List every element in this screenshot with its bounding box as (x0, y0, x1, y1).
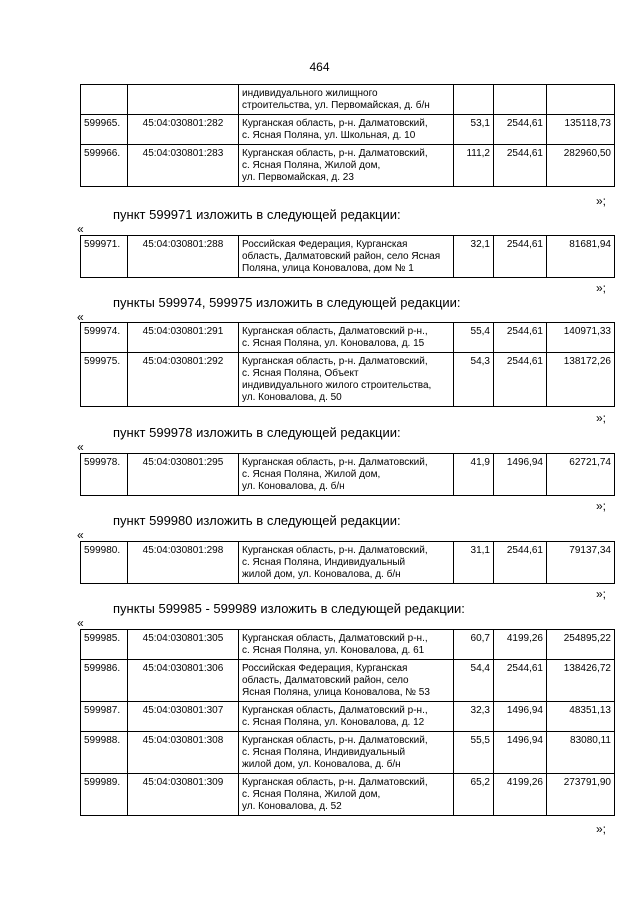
address-line: Курганская область, р-н. Далматовский, (242, 356, 428, 367)
cadastral-number: 45:04:030801:298 (128, 542, 239, 584)
rate: 1496,94 (494, 702, 547, 732)
address-cell (239, 353, 454, 407)
address-line: ул. Коновалова, д. 52 (242, 801, 342, 812)
row-number: 599986. (81, 660, 128, 702)
rate: 2544,61 (494, 236, 547, 278)
row-number: 599978. (81, 454, 128, 496)
cadastral-value (547, 85, 615, 115)
address-cell (239, 454, 454, 496)
address-cell (239, 660, 454, 702)
rate: 2544,61 (494, 542, 547, 584)
table-row (81, 542, 615, 584)
address-line: Российская Федерация, Курганская (242, 663, 408, 674)
table-row (81, 236, 615, 278)
area: 65,2 (454, 774, 494, 816)
address-cell (239, 236, 454, 278)
table-row (81, 353, 615, 407)
cadastral-value: 282960,50 (547, 145, 615, 187)
closing-quote: »; (596, 411, 607, 425)
opening-quote: « (77, 528, 84, 542)
area: 31,1 (454, 542, 494, 584)
cadastral-number: 45:04:030801:283 (128, 145, 239, 187)
table-row (81, 660, 615, 702)
amendment-heading: пункты 599985 - 599989 изложить в следующей редакции: (113, 601, 465, 616)
cadastral-value: 254895,22 (547, 630, 615, 660)
row-number (81, 85, 128, 115)
amendment-heading: пункт 599978 изложить в следующей редакции: (113, 425, 401, 440)
address-cell (239, 774, 454, 816)
closing-quote: »; (596, 822, 607, 836)
cadastral-value: 48351,13 (547, 702, 615, 732)
area: 54,4 (454, 660, 494, 702)
property-table-1 (80, 84, 615, 187)
area: 32,1 (454, 236, 494, 278)
cadastral-value: 273791,90 (547, 774, 615, 816)
rate: 4199,26 (494, 630, 547, 660)
address-line: Курганская область, р-н. Далматовский, (242, 457, 428, 468)
cadastral-number: 45:04:030801:306 (128, 660, 239, 702)
address-line: Поляна, улица Коновалова, дом № 1 (242, 263, 414, 274)
address-cell (239, 145, 454, 187)
rate: 4199,26 (494, 774, 547, 816)
area (454, 85, 494, 115)
address-cell (239, 702, 454, 732)
amendment-heading: пункт 599971 изложить в следующей редакции: (113, 207, 401, 222)
area: 54,3 (454, 353, 494, 407)
address-line: с. Ясная Поляна, Индивидуальный (242, 747, 406, 758)
address-line: с. Ясная Поляна, ул. Коновалова, д. 15 (242, 338, 425, 349)
area: 55,5 (454, 732, 494, 774)
area: 60,7 (454, 630, 494, 660)
rate: 2544,61 (494, 660, 547, 702)
rate: 2544,61 (494, 323, 547, 353)
cadastral-value: 135118,73 (547, 115, 615, 145)
address-line: область, Далматовский район, село Ясная (242, 251, 441, 262)
address-line: Курганская область, р-н. Далматовский, (242, 148, 428, 159)
cadastral-number: 45:04:030801:288 (128, 236, 239, 278)
opening-quote: « (77, 440, 84, 454)
cadastral-number: 45:04:030801:308 (128, 732, 239, 774)
cadastral-value: 79137,34 (547, 542, 615, 584)
cadastral-number: 45:04:030801:282 (128, 115, 239, 145)
row-number: 599980. (81, 542, 128, 584)
cadastral-value: 138426,72 (547, 660, 615, 702)
cadastral-value: 81681,94 (547, 236, 615, 278)
cadastral-number: 45:04:030801:295 (128, 454, 239, 496)
opening-quote: « (77, 616, 84, 630)
address-line: ул. Первомайская, д. 23 (242, 172, 354, 183)
address-line: индивидуального жилищного (242, 88, 378, 99)
row-number: 599975. (81, 353, 128, 407)
address-cell (239, 732, 454, 774)
closing-quote: »; (596, 499, 607, 513)
table-row (81, 145, 615, 187)
area: 111,2 (454, 145, 494, 187)
address-cell (239, 85, 454, 115)
address-line: жилой дом, ул. Коновалова, д. б/н (242, 569, 401, 580)
closing-quote: »; (596, 281, 607, 295)
area: 55,4 (454, 323, 494, 353)
rate: 1496,94 (494, 454, 547, 496)
area: 53,1 (454, 115, 494, 145)
cadastral-number: 45:04:030801:305 (128, 630, 239, 660)
address-line: ул. Коновалова, д. б/н (242, 481, 345, 492)
address-line: индивидуального жилого строительства, (242, 380, 432, 391)
area: 41,9 (454, 454, 494, 496)
table-row (81, 702, 615, 732)
cadastral-value: 62721,74 (547, 454, 615, 496)
opening-quote: « (77, 310, 84, 324)
address-line: с. Ясная Поляна, Жилой дом, (242, 469, 381, 480)
address-line: Курганская область, р-н. Далматовский, (242, 545, 428, 556)
opening-quote: « (77, 222, 84, 236)
address-line: строительства, ул. Первомайская, д. б/н (242, 100, 430, 111)
address-line: Ясная Поляна, улица Коновалова, № 53 (242, 687, 430, 698)
rate: 1496,94 (494, 732, 547, 774)
row-number: 599965. (81, 115, 128, 145)
rate (494, 85, 547, 115)
area: 32,3 (454, 702, 494, 732)
rate: 2544,61 (494, 353, 547, 407)
address-line: Курганская область, Далматовский р-н., (242, 633, 428, 644)
address-line: ул. Коновалова, д. 50 (242, 392, 342, 403)
property-table-6 (80, 629, 615, 816)
property-table-2 (80, 235, 615, 278)
table-row (81, 630, 615, 660)
table-row (81, 454, 615, 496)
property-table-3 (80, 322, 615, 407)
cadastral-value: 83080,11 (547, 732, 615, 774)
address-line: Российская Федерация, Курганская (242, 239, 408, 250)
address-line: Курганская область, р-н. Далматовский, (242, 777, 428, 788)
address-line: с. Ясная Поляна, Объект (242, 368, 359, 379)
property-table-4 (80, 453, 615, 496)
rate: 2544,61 (494, 145, 547, 187)
row-number: 599988. (81, 732, 128, 774)
address-line: Курганская область, Далматовский р-н., (242, 326, 428, 337)
address-line: с. Ясная Поляна, ул. Коновалова, д. 12 (242, 717, 425, 728)
cadastral-number: 45:04:030801:292 (128, 353, 239, 407)
cadastral-number (128, 85, 239, 115)
cadastral-value: 140971,33 (547, 323, 615, 353)
closing-quote: »; (596, 587, 607, 601)
cadastral-number: 45:04:030801:307 (128, 702, 239, 732)
address-line: жилой дом, ул. Коновалова, д. б/н (242, 759, 401, 770)
address-line: Курганская область, р-н. Далматовский, (242, 118, 428, 129)
row-number: 599974. (81, 323, 128, 353)
row-number: 599971. (81, 236, 128, 278)
address-line: с. Ясная Поляна, ул. Коновалова, д. 61 (242, 645, 425, 656)
address-cell (239, 630, 454, 660)
amendment-heading: пункты 599974, 599975 изложить в следующей редакции: (113, 295, 461, 310)
table-row (81, 774, 615, 816)
row-number: 599989. (81, 774, 128, 816)
address-line: с. Ясная Поляна, Индивидуальный (242, 557, 406, 568)
amendment-heading: пункт 599980 изложить в следующей редакции: (113, 513, 401, 528)
cadastral-number: 45:04:030801:291 (128, 323, 239, 353)
table-row (81, 323, 615, 353)
row-number: 599985. (81, 630, 128, 660)
address-cell (239, 323, 454, 353)
table-row (81, 115, 615, 145)
property-table-5 (80, 541, 615, 584)
table-row (81, 732, 615, 774)
rate: 2544,61 (494, 115, 547, 145)
address-cell (239, 115, 454, 145)
cadastral-value: 138172,26 (547, 353, 615, 407)
row-number: 599987. (81, 702, 128, 732)
row-number: 599966. (81, 145, 128, 187)
closing-quote: »; (596, 194, 607, 208)
page-number: 464 (309, 60, 330, 74)
table-row (81, 85, 615, 115)
address-line: область, Далматовский район, село (242, 675, 409, 686)
cadastral-number: 45:04:030801:309 (128, 774, 239, 816)
address-cell (239, 542, 454, 584)
address-line: Курганская область, р-н. Далматовский, (242, 735, 428, 746)
address-line: с. Ясная Поляна, Жилой дом, (242, 160, 381, 171)
address-line: с. Ясная Поляна, Жилой дом, (242, 789, 381, 800)
address-line: с. Ясная Поляна, ул. Школьная, д. 10 (242, 130, 416, 141)
address-line: Курганская область, Далматовский р-н., (242, 705, 428, 716)
